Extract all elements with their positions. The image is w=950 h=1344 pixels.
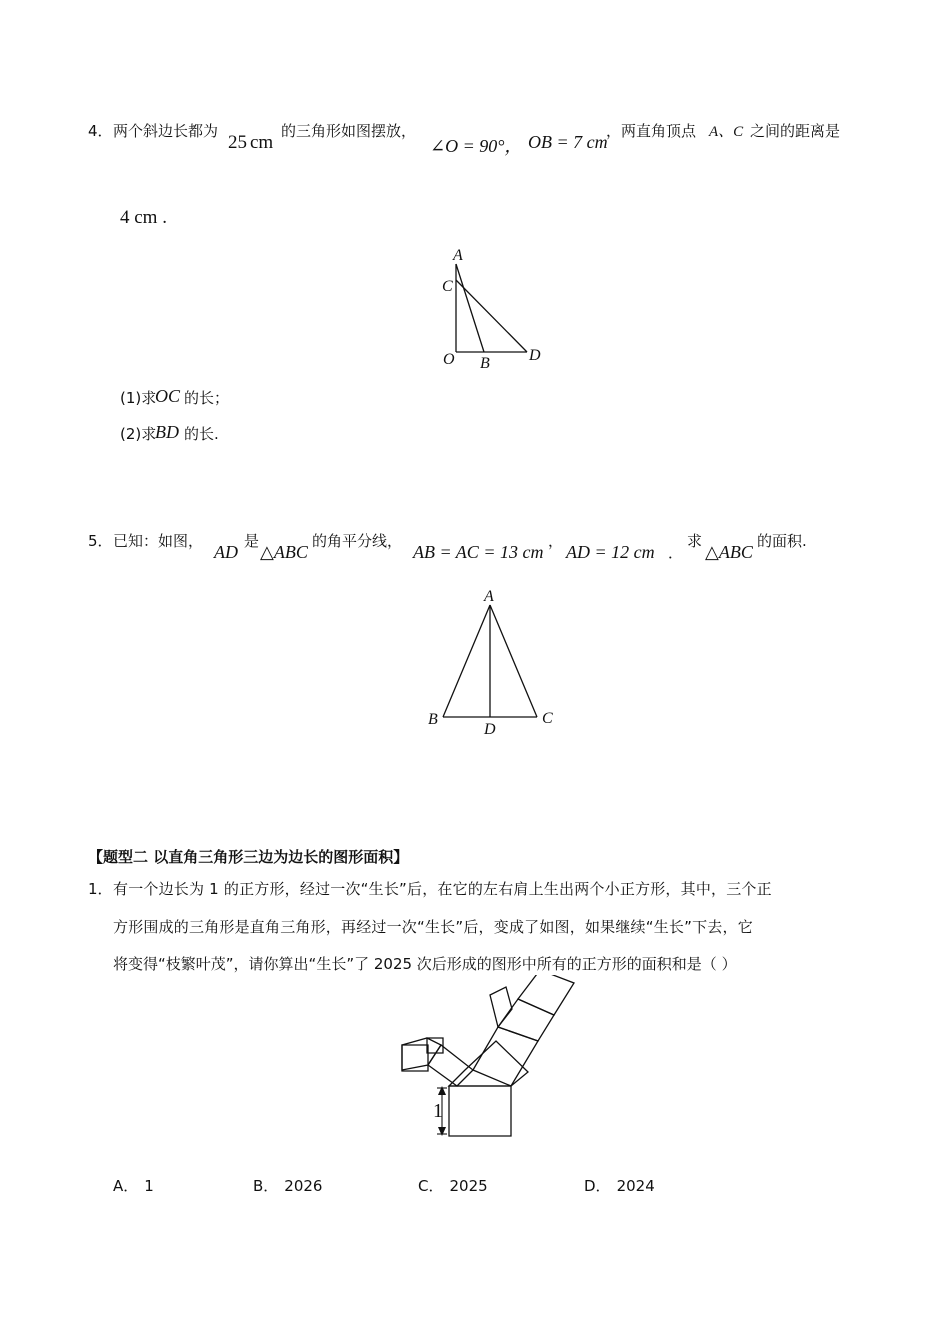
arrow-up-icon — [438, 1086, 446, 1095]
label-d: D — [484, 721, 496, 738]
arrow-down-icon — [438, 1127, 446, 1136]
question-text: 之间的距离是 — [750, 122, 841, 140]
punctuation: ． — [668, 544, 684, 562]
option-c[interactable] — [418, 1175, 488, 1196]
label-o: O — [443, 351, 455, 368]
math-triangle: △ABC — [705, 542, 753, 562]
math-eq2: AD = 12 cm — [566, 542, 655, 562]
segment-ac — [490, 605, 537, 717]
math-triangle: △ABC — [260, 542, 308, 562]
section-title: 【题型二 以直角三角形三边为边长的图形面积】 — [88, 848, 409, 866]
question-text: 的三角形如图摆放， — [281, 122, 417, 140]
math-eq1: AB = AC = 13 cm — [413, 542, 544, 562]
label-a: A — [484, 588, 494, 605]
right-leaf-square — [518, 975, 574, 1015]
question-text: 两个斜边长都为 — [113, 122, 219, 140]
part-1-var: OC — [155, 386, 181, 406]
question-line-1: 有一个边长为 1 的正方形，经过一次“生长”后，在它的左右肩上生出两个小正方形，其中，三个正 — [113, 880, 772, 898]
math-length: 25 — [228, 132, 247, 153]
figure-q5 — [420, 580, 570, 740]
label-a: A — [453, 247, 463, 264]
question-text: 已知：如图， — [113, 532, 204, 550]
question-text: ，两直角顶点 — [606, 122, 697, 140]
option-d[interactable] — [584, 1175, 655, 1196]
option-c-key: C． — [418, 1177, 444, 1195]
math-ad: AD — [214, 542, 238, 562]
part-1-prefix: (1)求 — [120, 389, 157, 407]
question-line-3: 将变得“枝繁叶茂”，请你算出“生长”了 2025 次后形成的图形中所有的正方形的面积和是（ ） — [113, 955, 737, 973]
segment-ab — [443, 605, 490, 717]
option-d-value: 2024 — [616, 1177, 655, 1195]
option-b-key: B． — [253, 1177, 279, 1195]
label-b: B — [480, 355, 490, 372]
question-number: 1． — [88, 880, 113, 898]
question-text: 求 — [687, 532, 703, 550]
math-points: A、C — [709, 124, 744, 140]
base-square — [449, 1086, 511, 1136]
punctuation: ， — [548, 532, 564, 550]
label-c: C — [542, 710, 553, 727]
option-b-value: 2026 — [284, 1177, 323, 1195]
math-angle: ∠O = 90°， — [430, 136, 523, 156]
part-2-prefix: (2)求 — [120, 425, 157, 443]
label-d: D — [529, 347, 541, 364]
question-text: 的面积. — [757, 532, 807, 550]
right-small-square — [490, 987, 512, 1027]
option-a-value: 1 — [144, 1177, 154, 1195]
label-b: B — [428, 711, 438, 728]
part-1-suffix: 的长； — [184, 389, 230, 407]
label-c: C — [442, 278, 453, 295]
right-branch — [498, 999, 554, 1041]
math-ob: OB = 7 cm — [528, 132, 608, 152]
option-a-key: A． — [113, 1177, 139, 1195]
option-c-value: 2025 — [449, 1177, 488, 1195]
question-text: 是 — [244, 532, 260, 550]
question-number: 4． — [88, 122, 113, 140]
left-square — [428, 1045, 473, 1086]
question-number: 5． — [88, 532, 113, 550]
question-line-2: 方形围成的三角形是直角三角形，再经过一次“生长”后，变成了如图，如果继续“生长”下去，它 — [113, 918, 753, 936]
figure-pythagoras-tree — [390, 975, 585, 1145]
segment-ab — [456, 264, 484, 352]
left-branch — [402, 1038, 441, 1070]
part-2-suffix: 的长. — [184, 425, 219, 443]
option-b[interactable] — [253, 1175, 322, 1196]
right-square — [473, 1027, 538, 1086]
segment-cd — [456, 280, 527, 352]
question-text: 的角平分线， — [312, 532, 403, 550]
dimension-label: 1 — [433, 1100, 443, 1122]
part-2-var: BD — [155, 422, 179, 442]
answer-distance: 4 cm . — [120, 207, 167, 228]
level-1-structure — [449, 1041, 528, 1086]
option-d-key: D． — [584, 1177, 611, 1195]
math-unit: cm — [250, 132, 274, 153]
figure-q4 — [420, 240, 560, 375]
option-a[interactable] — [113, 1175, 154, 1196]
